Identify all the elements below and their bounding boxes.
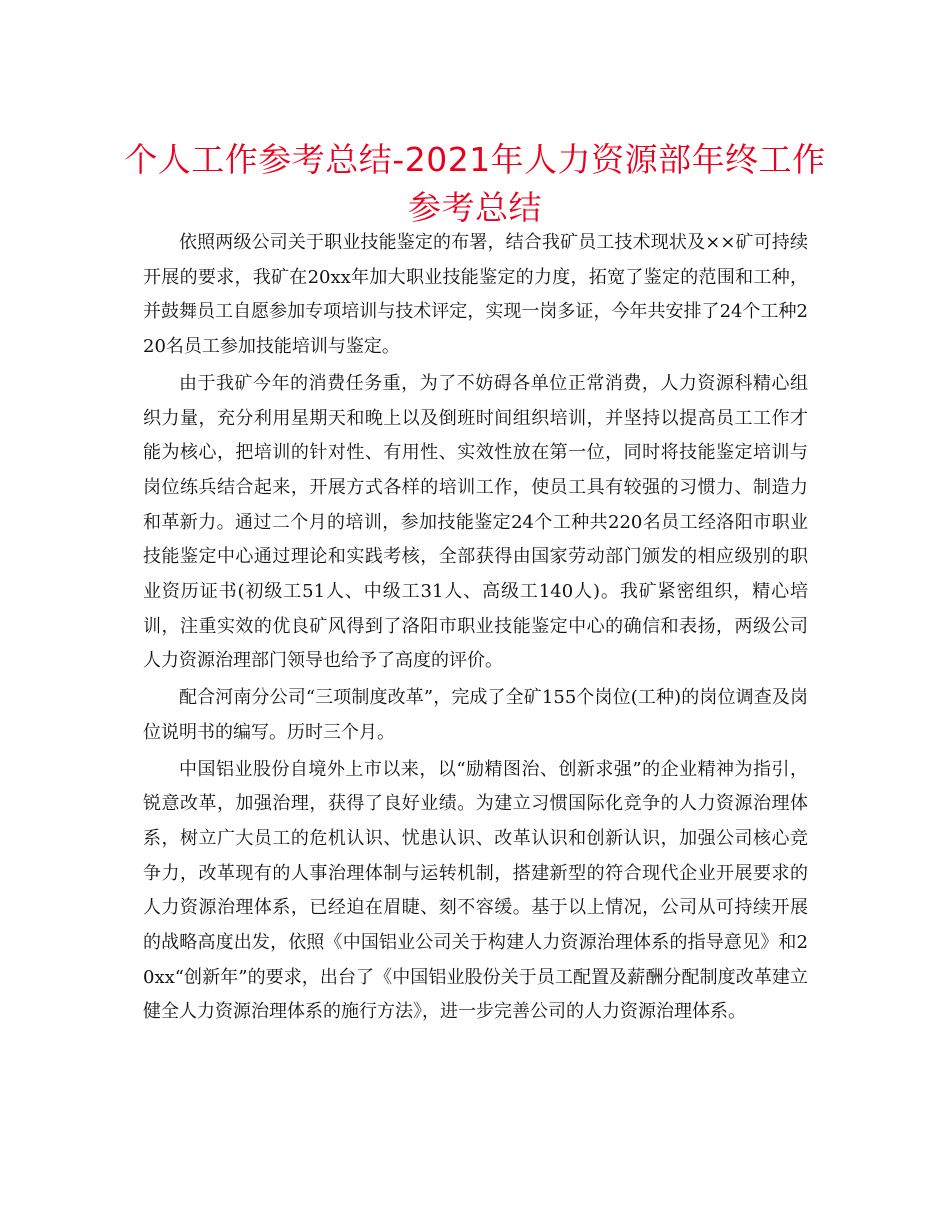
paragraph-1: 依照两级公司关于职业技能鉴定的布署，结合我矿员工技术现状及××矿可持续开展的要求，我矿在20xx年加大职业技能鉴定的力度，拓宽了鉴定的范围和工种，并鼓舞员工自愿参加专项培训与技术评定，实现一岗多证，今年共安排了24个工种220名员工参加技能培训与鉴定。: [143, 232, 808, 358]
paragraph-2: 由于我矿今年的消费任务重，为了不妨碍各单位正常消费，人力资源科精心组织力量，充分利用星期天和晚上以及倒班时间组织培训，并坚持以提高员工工作才能为核心，把培训的针对性、有用性、实效性放在第一位，同时将技能鉴定培训与岗位练兵结合起来，开展方式各样的培训工作，使员工具有较强的习惯力、制造力和革新力。通过二个月的培训，参加技能鉴定24个工种共220名员工经洛阳市职业技能鉴定中心通过理论和实践考核，全部获得由国家劳动部门颁发的相应级别的职业资历证书(初级工51人、中级工31人、高级工140人)。我矿紧密组织，精心培训，注重实效的优良矿风得到了洛阳市职业技能鉴定中心的确信和表扬，两级公司人力资源治理部门领导也给予了高度的评价。: [143, 372, 808, 672]
document-title: 个人工作参考总结-2021年人力资源部年终工作参考总结: [124, 140, 826, 227]
paragraph-4: 中国铝业股份自境外上市以来，以“励精图治、创新求强”的企业精神为指引，锐意改革，加强治理，获得了良好业绩。为建立习惯国际化竞争的人力资源治理体系，树立广大员工的危机认识、忧患认识、改革认识和创新认识，加强公司核心竞争力，改革现有的人事治理体制与运转机制，搭建新型的符合现代企业开展要求的人力资源治理体系，已经迫在眉睫、刻不容缓。基于以上情况，公司从可持续开展的战略高度出发，依照《中国铝业公司关于构建人力资源治理体系的指导意见》和20xx“创新年”的要求，出台了《中国铝业股份关于员工配置及薪酬分配制度改革建立健全人力资源治理体系的施行方法》，进一步完善公司的人力资源治理体系。: [143, 758, 808, 1023]
document-body: [143, 226, 808, 1032]
paragraph-3: 配合河南分公司“三项制度改革”，完成了全矿155个岗位(工种)的岗位调查及岗位说明书的编写。历时三个月。: [143, 687, 808, 743]
